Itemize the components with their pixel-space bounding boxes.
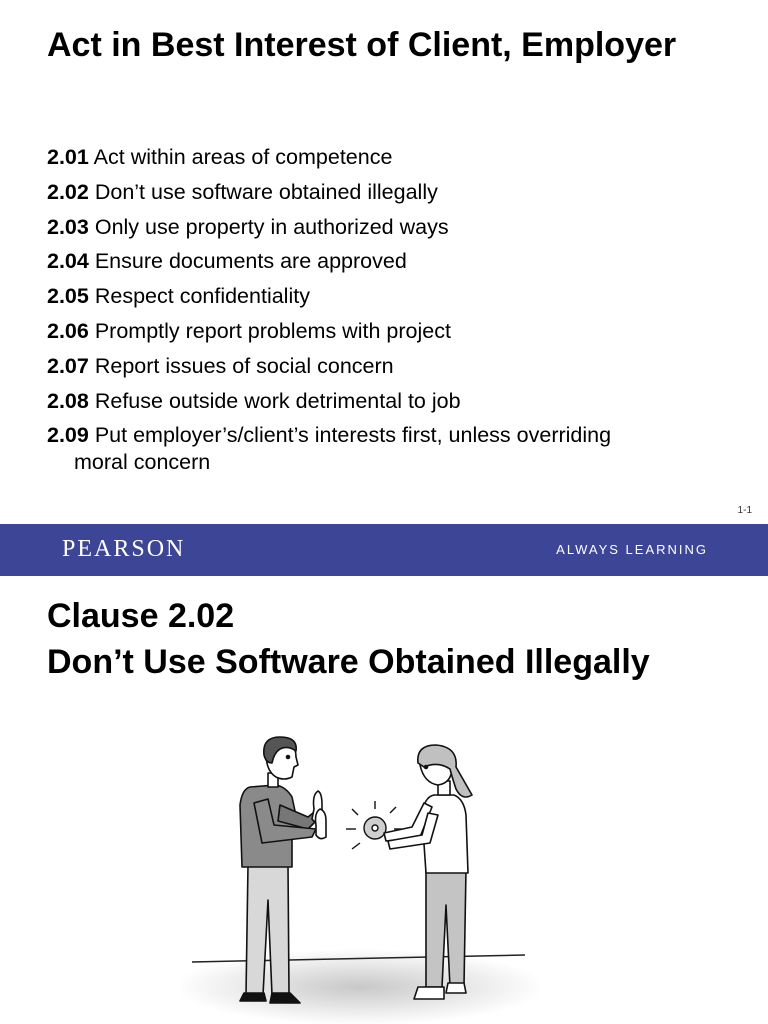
list-item: [47, 175, 747, 210]
clause-text: Respect confidentiality: [94, 284, 310, 309]
floor-shadow: [180, 949, 540, 1024]
list-item: [47, 244, 747, 279]
list-item: [47, 349, 747, 384]
slide-2-title-line-1: Clause 2.02: [47, 597, 235, 635]
clause-number: 2.01: [47, 145, 89, 169]
list-item: [47, 210, 747, 245]
pearson-banner: [0, 524, 768, 576]
clause-number: 2.08: [47, 388, 89, 413]
refusal-illustration: [180, 725, 540, 1024]
clause-list: [47, 140, 747, 476]
clause-number: 2.02: [47, 179, 89, 204]
clause-text: Don’t use software obtained illegally: [94, 179, 438, 204]
clause-text: Act within areas of competence: [93, 145, 393, 169]
clause-number: 2.06: [47, 318, 89, 343]
list-item: [47, 418, 747, 476]
clause-number: 2.09: [47, 423, 89, 448]
pearson-logo: PEARSON: [62, 536, 186, 562]
clause-text: Report issues of social concern: [94, 353, 394, 378]
list-item: [47, 140, 747, 175]
slide-2-title-line-2: Don’t Use Software Obtained Illegally: [47, 643, 650, 681]
page-number: 1-1: [737, 505, 752, 516]
clause-text: Promptly report problems with project: [94, 318, 451, 343]
clause-text: Only use property in authorized ways: [94, 214, 449, 239]
slide-title: Act in Best Interest of Client, Employer: [47, 26, 677, 64]
clause-number: 2.07: [47, 353, 89, 378]
clause-text: Put employer’s/client’s interests first, unless overriding: [94, 423, 612, 448]
slide-2-title: [47, 593, 757, 685]
list-item: [47, 279, 747, 314]
clause-text: Refuse outside work detrimental to job: [94, 388, 461, 413]
list-item: [47, 314, 747, 349]
clause-number: 2.03: [47, 214, 89, 239]
clause-text-continuation: moral concern: [74, 450, 211, 475]
clause-number: 2.04: [47, 249, 89, 274]
tagline: ALWAYS LEARNING: [556, 542, 708, 557]
list-item: [47, 384, 747, 419]
clause-number: 2.05: [47, 284, 89, 309]
clause-text: Ensure documents are approved: [94, 249, 407, 274]
